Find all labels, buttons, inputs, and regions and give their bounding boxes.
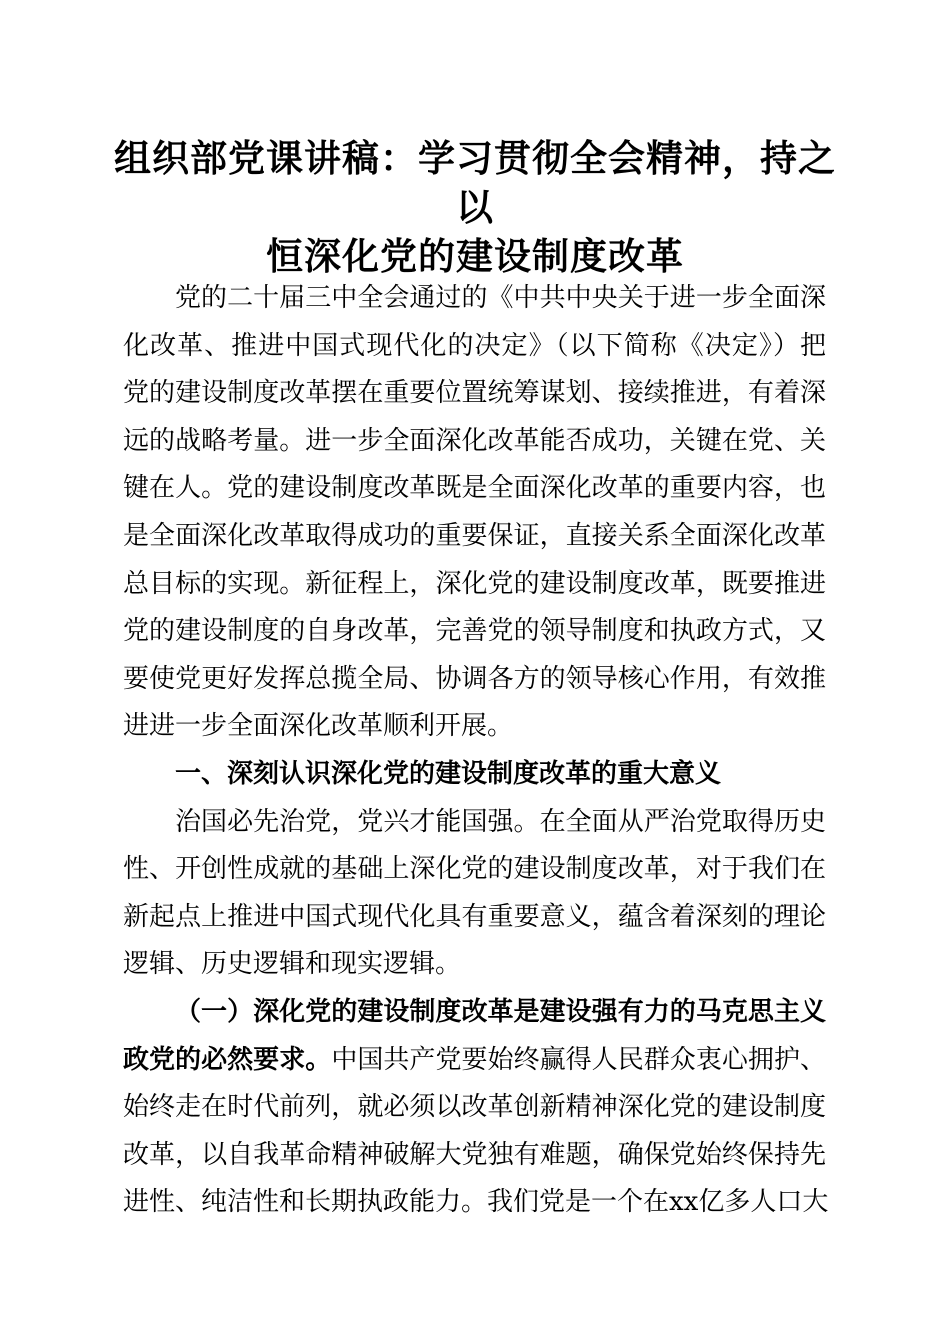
subsection-heading-end: 政党的必然要求。 [123,1044,332,1075]
text-line: 新起点上推进中国式现代化具有重要意义，蕴含着深刻的理论 [123,901,826,932]
subsection-heading: （一）深化党的建设制度改革是建设强有力的马克思主义 [175,996,826,1027]
title-line-1: 组织部党课讲稿：学习贯彻全会精神，持之以 [114,136,836,229]
text-line: 改革，以自我革命精神破解大党独有难题，确保党始终保持先 [123,1139,826,1170]
text-line: 化改革、推进中国式现代化的决定》（以下简称《决定》）把 [123,330,826,361]
text-line: 要使党更好发挥总揽全局、协调各方的领导核心作用，有效推 [123,663,826,694]
text-line: 总目标的实现。新征程上，深化党的建设制度改革，既要推进 [123,568,826,599]
text-line [123,1037,826,1085]
text-line: 进性、纯洁性和长期执政能力。我们党是一个在xx亿多人口大 [123,1187,829,1218]
text-line: 党的建设制度改革摆在重要位置统筹谋划、接续推进，有着深 [123,378,826,409]
text-line: 性、开创性成就的基础上深化党的建设制度改革，对于我们在 [123,854,826,885]
text-span: 中国共产党要始终赢得人民群众衷心拥护、 [331,1044,826,1075]
text-line: 是全面深化改革取得成功的重要保证，直接关系全面深化改革 [123,520,826,551]
text-line: 治国必先治党，党兴才能国强。在全面从严治党取得历史 [175,806,826,837]
text-line: 进进一步全面深化改革顺利开展。 [123,711,514,742]
document-body [123,275,829,1227]
title-line-2: 恒深化党的建设制度改革 [266,234,684,278]
text-line: 始终走在时代前列，就必须以改革创新精神深化党的建设制度 [123,1092,826,1123]
document-title [100,134,850,281]
text-line: 党的二十届三中全会通过的《中共中央关于进一步全面深 [175,283,826,313]
text-line: 键在人。党的建设制度改革既是全面深化改革的重要内容，也 [123,473,826,504]
section1-paragraph [123,799,826,989]
text-line: 党的建设制度的自身改革，完善党的领导制度和执政方式，又 [123,616,826,647]
text-line: 逻辑、历史逻辑和现实逻辑。 [123,949,462,980]
section-heading: 一、深刻认识深化党的建设制度改革的重大意义 [175,758,722,789]
subsection1-paragraph [123,989,829,1227]
text-line: 远的战略考量。进一步全面深化改革能否成功，关键在党、关 [123,425,826,456]
intro-paragraph [123,275,826,751]
